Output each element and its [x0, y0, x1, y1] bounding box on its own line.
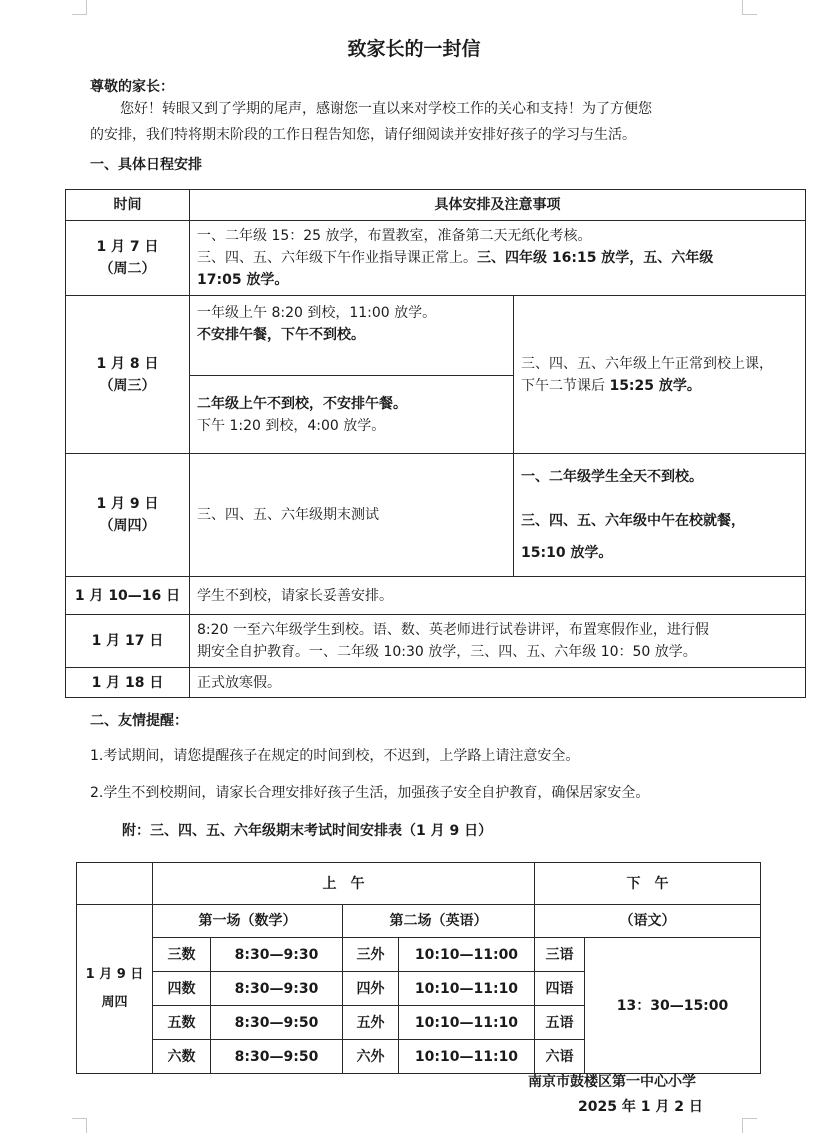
detail-line: 下午二节课后: [521, 377, 610, 394]
math-time: 8:30—9:50: [211, 1006, 343, 1040]
detail-line-bold: 三、四、五、六年级中午在校就餐，: [521, 513, 745, 529]
exam-cell: 三、四、五、六年级期末测试: [190, 454, 514, 577]
letter-title: 致家长的一封信: [347, 38, 481, 60]
date-label: 1 月 17 日: [66, 615, 190, 668]
detail-line-bold: 三、四年级 16:15 放学，五、六年级: [477, 250, 714, 266]
appendix-heading: 附：三、四、五、六年级期末考试时间安排表（1 月 9 日）: [122, 823, 493, 839]
detail-line-bold: 15:25 放学。: [609, 377, 701, 394]
header-time: 时间: [66, 190, 190, 221]
corner-cell: [77, 863, 153, 905]
exam-session-row: [77, 905, 761, 938]
reminder-1: 1.考试期间，请您提醒孩子在规定的时间到校，不迟到，上学路上请注意安全。: [90, 748, 580, 764]
signature-school: 南京市鼓楼区第一中心小学: [528, 1074, 696, 1090]
detail-line: 下午 1:20 到校，4:00 放学。: [197, 417, 386, 434]
math-time: 8:30—9:30: [211, 972, 343, 1006]
date-label: 1 月 7 日: [96, 239, 159, 255]
detail-line: 三、四、五、六年级上午正常到校上课，: [521, 355, 773, 372]
grade2-cell: [190, 376, 514, 454]
exam-row-grade3: [77, 938, 761, 972]
date-cell: [66, 296, 190, 454]
detail-cell: 正式放寒假。: [190, 668, 806, 698]
detail-line-bold: 不安排午餐，下午不到校。: [197, 327, 365, 343]
english-subject: 四外: [343, 972, 399, 1006]
exam-weekday: 周四: [101, 995, 128, 1010]
crop-mark-bottom-right: [742, 1118, 757, 1133]
header-detail: 具体安排及注意事项: [190, 190, 806, 221]
english-subject: 六外: [343, 1040, 399, 1074]
detail-line: 8:20 一至六年级学生到校。语、数、英老师进行试卷讲评，布置寒假作业，进行假: [197, 622, 709, 638]
chinese-subject: 三语: [535, 938, 585, 972]
schedule-row-jan10: [66, 577, 806, 615]
detail-cell: [190, 615, 806, 668]
date-label: 1 月 9 日: [96, 496, 159, 512]
chinese-time: 13：30—15:00: [585, 938, 761, 1074]
english-time: 10:10—11:00: [399, 938, 535, 972]
weekday-label: （周三）: [99, 377, 156, 394]
weekday-label: （周二）: [99, 261, 156, 277]
date-cell: [66, 454, 190, 577]
exam-header-row: [77, 863, 761, 905]
signature-date: 2025 年 1 月 2 日: [578, 1099, 703, 1115]
date-cell: [66, 221, 190, 296]
schedule-row-jan18: [66, 668, 806, 698]
english-subject: 五外: [343, 1006, 399, 1040]
morning-header: 上 午: [153, 863, 535, 905]
math-subject: 四数: [153, 972, 211, 1006]
detail-line-bold: 一、二年级学生全天不到校。: [521, 469, 703, 485]
reminder-2: 2.学生不到校期间，请家长合理安排好孩子生活，加强孩子安全自护教育，确保居家安全。: [90, 785, 650, 801]
detail-line: 一、二年级 15：25 放学，布置教室，准备第二天无纸化考核。: [197, 228, 592, 244]
crop-mark-top-left: [72, 0, 87, 15]
weekday-label: （周四）: [99, 518, 156, 534]
detail-line-bold: 17:05 放学。: [197, 272, 289, 288]
greeting: 尊敬的家长：: [90, 79, 174, 95]
date-label: 1 月 8 日: [96, 355, 159, 372]
math-subject: 五数: [153, 1006, 211, 1040]
grade1-cell: [190, 296, 514, 376]
math-time: 8:30—9:50: [211, 1040, 343, 1074]
crop-mark-top-right: [742, 0, 757, 15]
schedule-table: [65, 189, 806, 698]
chinese-subject: 六语: [535, 1040, 585, 1074]
upper-grades-cell: [514, 296, 806, 454]
chinese-subject: 五语: [535, 1006, 585, 1040]
attendance-cell: [514, 454, 806, 577]
detail-line-bold: 二年级上午不到校，不安排午餐。: [197, 395, 407, 412]
detail-line-bold: 15:10 放学。: [521, 545, 613, 561]
schedule-row-jan8-a: [66, 296, 806, 376]
chinese-subject: 四语: [535, 972, 585, 1006]
schedule-row-jan7: [66, 221, 806, 296]
math-subject: 六数: [153, 1040, 211, 1074]
section-2-heading: 二、友情提醒：: [90, 713, 188, 729]
date-label: 1 月 18 日: [66, 668, 190, 698]
exam-date-cell: [77, 905, 153, 1074]
afternoon-header: 下 午: [535, 863, 761, 905]
intro-line-1: 您好！转眼又到了学期的尾声，感谢您一直以来对学校工作的关心和支持！为了方便您: [120, 101, 652, 117]
schedule-row-jan9: [66, 454, 806, 577]
detail-line: 期安全自护教育。一、二年级 10:30 放学，三、四、五、六年级 10：50 放学。: [197, 644, 697, 660]
math-subject: 三数: [153, 938, 211, 972]
detail-cell: 学生不到校，请家长妥善安排。: [190, 577, 806, 615]
crop-mark-bottom-left: [72, 1118, 87, 1133]
session-math: 第一场（数学）: [153, 905, 343, 938]
session-chinese: （语文）: [535, 905, 761, 938]
schedule-header-row: [66, 190, 806, 221]
intro-line-2: 的安排，我们特将期末阶段的工作日程告知您，请仔细阅读并安排好孩子的学习与生活。: [90, 127, 636, 143]
session-english: 第二场（英语）: [343, 905, 535, 938]
date-label: 1 月 10—16 日: [66, 577, 190, 615]
detail-cell: [190, 221, 806, 296]
section-1-heading: 一、具体日程安排: [90, 157, 202, 173]
english-time: 10:10—11:10: [399, 1040, 535, 1074]
detail-line: 三、四、五、六年级下午作业指导课正常上。: [197, 250, 477, 266]
english-time: 10:10—11:10: [399, 1006, 535, 1040]
english-subject: 三外: [343, 938, 399, 972]
schedule-row-jan17: [66, 615, 806, 668]
exam-date: 1 月 9 日: [85, 967, 144, 982]
math-time: 8:30—9:30: [211, 938, 343, 972]
detail-line: 一年级上午 8:20 到校，11:00 放学。: [197, 305, 437, 321]
exam-schedule-table: [76, 862, 761, 1074]
english-time: 10:10—11:10: [399, 972, 535, 1006]
